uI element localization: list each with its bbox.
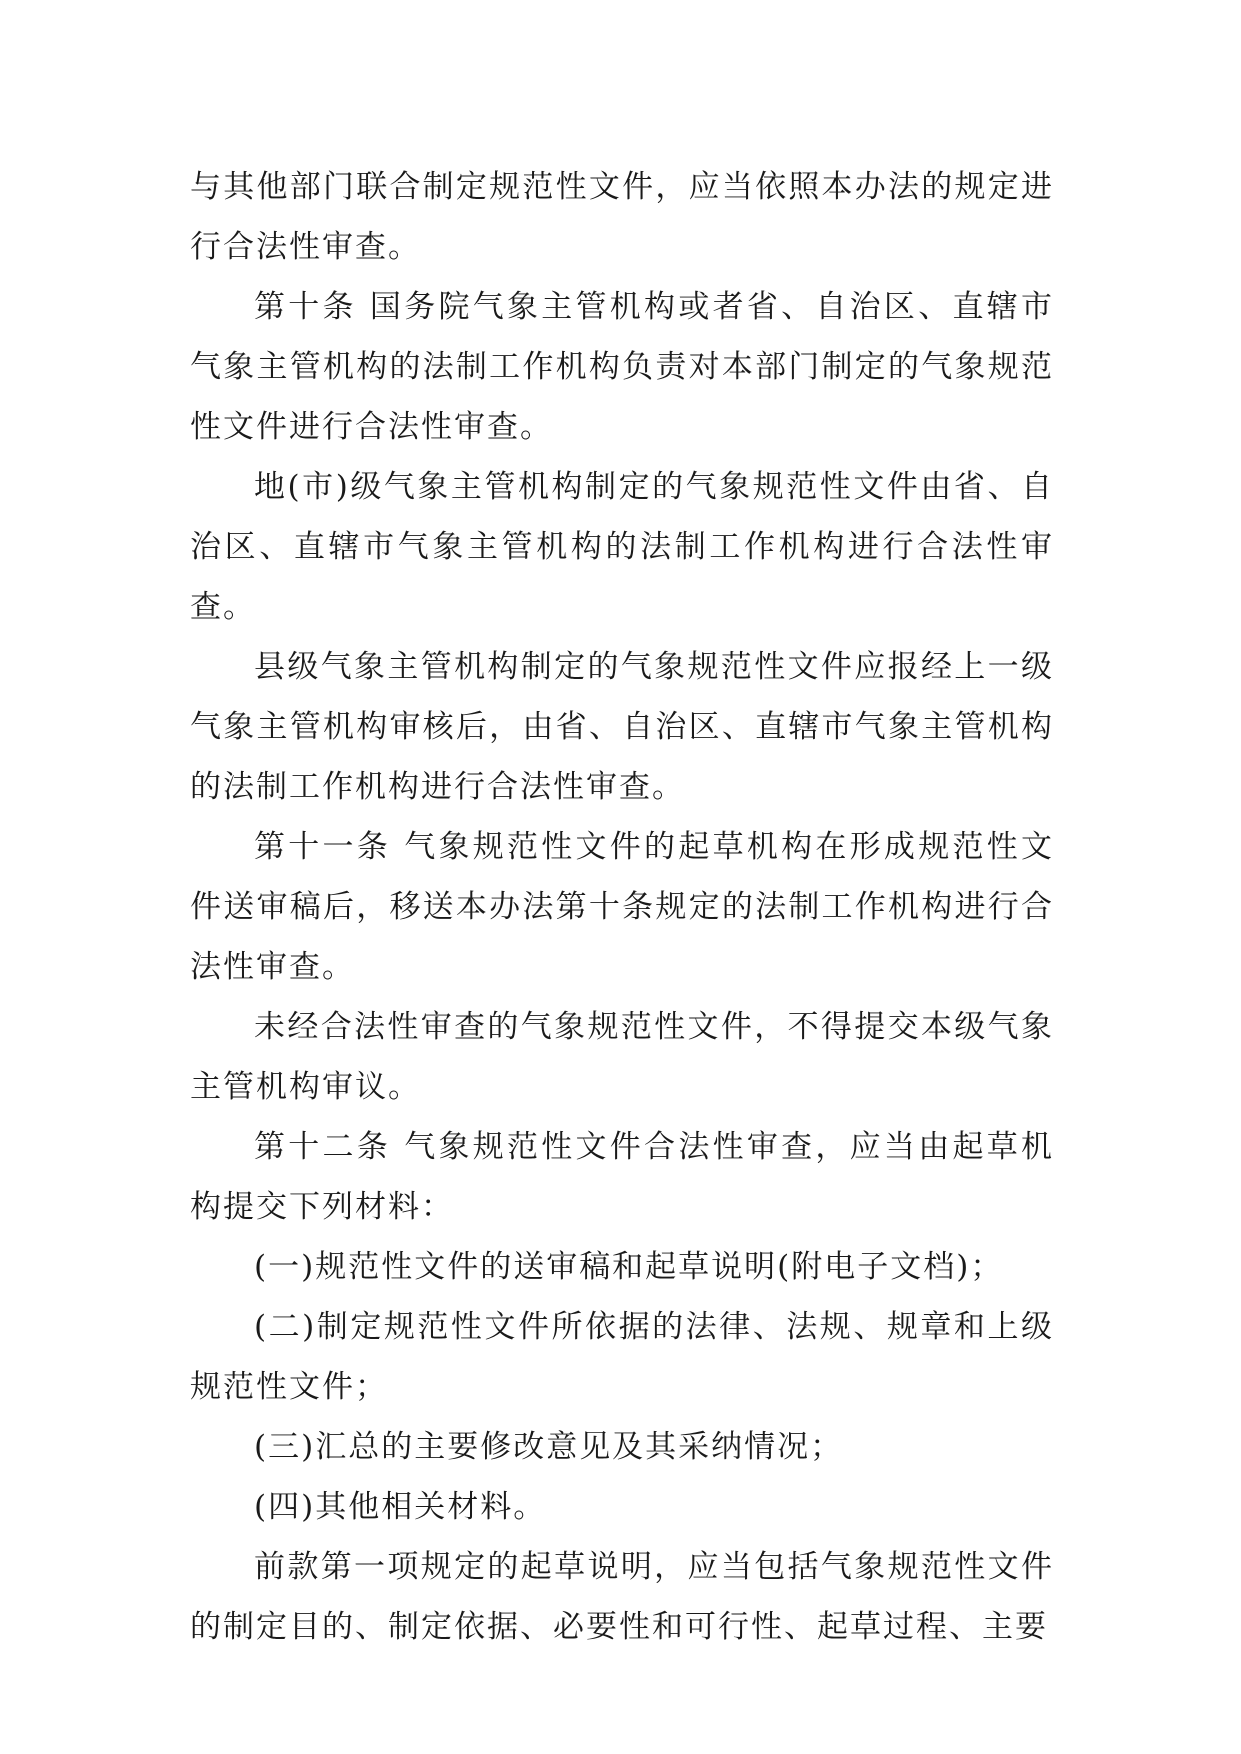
list-item-1: (一)规范性文件的送审稿和起草说明(附电子文档)； — [254, 1249, 1004, 1285]
paragraph-article-10-prefecture: 地(市)级气象主管机构制定的气象规范性文件由省、自治区、直辖市气象主管机构的法制工作机构进行合法性审查。 — [190, 469, 1054, 625]
paragraph-article-10-county: 县级气象主管机构制定的气象规范性文件应报经上一级气象主管机构审核后，由省、自治区、直辖市气象主管机构的法制工作机构进行合法性审查。 — [190, 649, 1054, 805]
paragraph-article-11-unreviewed: 未经合法性审查的气象规范性文件，不得提交本级气象主管机构审议。 — [190, 1009, 1054, 1105]
list-item-3: (三)汇总的主要修改意见及其采纳情况； — [254, 1429, 844, 1465]
paragraph-article-12-explanation: 前款第一项规定的起草说明，应当包括气象规范性文件的制定目的、制定依据、必要性和可行性、起草过程、主要 — [190, 1549, 1054, 1645]
paragraph-article-11: 第十一条 气象规范性文件的起草机构在形成规范性文件送审稿后，移送本办法第十条规定的法制工作机构进行合法性审查。 — [190, 829, 1054, 985]
list-item-4: (四)其他相关材料。 — [254, 1489, 547, 1525]
paragraph-continuation: 与其他部门联合制定规范性文件，应当依照本办法的规定进行合法性审查。 — [190, 169, 1054, 265]
paragraph-article-12: 第十二条 气象规范性文件合法性审查，应当由起草机构提交下列材料： — [190, 1129, 1054, 1225]
paragraph-article-10: 第十条 国务院气象主管机构或者省、自治区、直辖市气象主管机构的法制工作机构负责对本部门制定的气象规范性文件进行合法性审查。 — [190, 289, 1054, 445]
list-item-2: (二)制定规范性文件所依据的法律、法规、规章和上级规范性文件； — [190, 1309, 1054, 1405]
document-body — [190, 157, 1054, 1657]
